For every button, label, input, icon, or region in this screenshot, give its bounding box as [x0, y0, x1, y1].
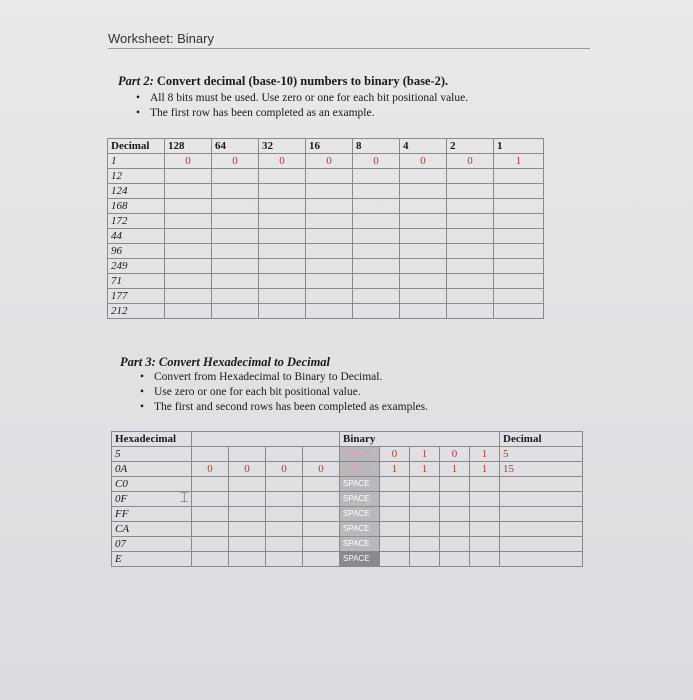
bit-cell[interactable]: 0 [306, 154, 353, 169]
bit-cell[interactable] [400, 169, 447, 184]
bit-cell[interactable] [165, 244, 212, 259]
bit-cell[interactable] [494, 259, 544, 274]
bit-cell[interactable] [192, 447, 229, 462]
bit-cell[interactable] [494, 214, 544, 229]
bit-cell[interactable]: 1 [380, 462, 410, 477]
bit-cell[interactable] [306, 199, 353, 214]
decimal-result[interactable] [500, 552, 583, 567]
bit-cell[interactable] [447, 169, 494, 184]
space-separator: SPACE [340, 462, 380, 477]
bit-cell[interactable] [266, 522, 303, 537]
bit-cell[interactable] [165, 274, 212, 289]
bit-cell[interactable] [259, 274, 306, 289]
bit-cell[interactable] [259, 244, 306, 259]
bit-header: 32 [259, 139, 306, 154]
bit-cell[interactable] [306, 304, 353, 319]
bit-cell[interactable] [212, 169, 259, 184]
space-separator: SPACE [340, 477, 380, 492]
bit-cell[interactable] [380, 492, 410, 507]
decimal-value: 212 [108, 304, 165, 319]
bit-cell[interactable]: 1 [470, 447, 500, 462]
table-row [108, 214, 544, 229]
decimal-result[interactable]: 15 [500, 462, 583, 477]
bit-cell[interactable] [229, 477, 266, 492]
bit-cell[interactable] [410, 477, 440, 492]
decimal-value: 249 [108, 259, 165, 274]
bit-cell[interactable] [259, 229, 306, 244]
decimal-result[interactable] [500, 522, 583, 537]
space-separator: SPACE [340, 447, 380, 462]
decimal-result[interactable]: 5 [500, 447, 583, 462]
bit-cell[interactable] [165, 289, 212, 304]
decimal-value: 44 [108, 229, 165, 244]
bit-cell[interactable] [229, 537, 266, 552]
table-row [108, 304, 544, 319]
bit-cell[interactable] [440, 507, 470, 522]
bit-cell[interactable] [353, 259, 400, 274]
bit-cell[interactable] [470, 492, 500, 507]
bit-cell[interactable] [447, 214, 494, 229]
bit-cell[interactable] [494, 304, 544, 319]
space-separator: SPACE [340, 507, 380, 522]
bit-cell[interactable] [440, 552, 470, 567]
bit-cell[interactable]: 0 [165, 154, 212, 169]
bit-cell[interactable] [229, 507, 266, 522]
decimal-value: 177 [108, 289, 165, 304]
bit-cell[interactable] [303, 552, 340, 567]
table-row [108, 259, 544, 274]
bit-cell[interactable] [447, 244, 494, 259]
bit-cell[interactable] [303, 492, 340, 507]
bit-cell[interactable] [400, 304, 447, 319]
bit-cell[interactable] [353, 304, 400, 319]
bit-cell[interactable] [192, 477, 229, 492]
bit-cell[interactable] [380, 507, 410, 522]
decimal-result[interactable] [500, 492, 583, 507]
bit-cell[interactable]: 0 [303, 462, 340, 477]
bit-cell[interactable] [380, 522, 410, 537]
part2-bullet: • All 8 bits must be used. Use zero or one for each bit positional value. [134, 91, 468, 106]
bit-cell[interactable] [212, 289, 259, 304]
bit-cell[interactable] [494, 169, 544, 184]
table-row [108, 274, 544, 289]
bit-cell[interactable]: 0 [229, 462, 266, 477]
bit-cell[interactable]: 0 [266, 462, 303, 477]
bit-cell[interactable] [400, 244, 447, 259]
part3-bullet: • The first and second rows has been completed as examples. [138, 400, 428, 415]
bit-cell[interactable] [192, 537, 229, 552]
table-row [112, 462, 583, 477]
bit-cell[interactable] [259, 214, 306, 229]
bit-header: 128 [165, 139, 212, 154]
bit-cell[interactable] [410, 507, 440, 522]
bit-cell[interactable] [470, 477, 500, 492]
bit-cell[interactable] [229, 447, 266, 462]
bit-cell[interactable] [494, 199, 544, 214]
table-row [112, 507, 583, 522]
table-row [108, 244, 544, 259]
bit-cell[interactable] [306, 244, 353, 259]
bit-cell[interactable] [447, 304, 494, 319]
bit-cell[interactable] [229, 552, 266, 567]
bit-cell[interactable] [400, 214, 447, 229]
bit-cell[interactable] [400, 274, 447, 289]
table-row [112, 537, 583, 552]
part2-heading-label: Part 2: [118, 74, 154, 88]
bit-header: 2 [447, 139, 494, 154]
bit-cell[interactable] [266, 507, 303, 522]
bit-cell[interactable] [440, 537, 470, 552]
space-separator: SPACE [340, 522, 380, 537]
bit-cell[interactable] [494, 289, 544, 304]
table-row [108, 154, 544, 169]
bit-cell[interactable] [229, 492, 266, 507]
table-row [108, 184, 544, 199]
bit-cell[interactable] [165, 184, 212, 199]
part3-bullet: • Use zero or one for each bit positional value. [138, 385, 428, 400]
part2-bullet: • The first row has been completed as an example. [134, 106, 468, 121]
bit-cell[interactable] [306, 214, 353, 229]
bit-cell[interactable] [165, 229, 212, 244]
hex-value: 07 [112, 537, 192, 552]
bit-header: 8 [353, 139, 400, 154]
bit-cell[interactable] [266, 447, 303, 462]
bit-cell[interactable] [400, 184, 447, 199]
bit-cell[interactable] [400, 199, 447, 214]
binary-conversion-table [107, 138, 544, 319]
bit-cell[interactable] [470, 522, 500, 537]
bit-cell[interactable] [494, 184, 544, 199]
binary-column-header: Binary [340, 432, 500, 447]
bit-cell[interactable] [192, 492, 229, 507]
bit-cell[interactable]: 0 [353, 154, 400, 169]
table-row [108, 199, 544, 214]
bit-cell[interactable] [259, 199, 306, 214]
bit-cell[interactable] [165, 259, 212, 274]
bit-cell[interactable] [410, 522, 440, 537]
bit-cell[interactable] [494, 274, 544, 289]
bit-cell[interactable] [212, 229, 259, 244]
decimal-value: 1 [108, 154, 165, 169]
bit-cell[interactable] [440, 522, 470, 537]
bit-cell[interactable] [447, 229, 494, 244]
bit-cell[interactable] [400, 289, 447, 304]
bit-cell[interactable] [259, 259, 306, 274]
bit-cell[interactable] [494, 229, 544, 244]
hex-value: FF [112, 507, 192, 522]
bit-cell[interactable] [306, 274, 353, 289]
bit-cell[interactable] [400, 259, 447, 274]
bit-cell[interactable] [165, 214, 212, 229]
part3-instructions [138, 370, 428, 415]
bit-cell[interactable] [303, 537, 340, 552]
table-row [108, 169, 544, 184]
bit-header: 64 [212, 139, 259, 154]
part3-heading: Part 3: Convert Hexadecimal to Decimal [120, 355, 331, 369]
bit-cell[interactable] [303, 507, 340, 522]
hex-value: 5 [112, 447, 192, 462]
decimal-result[interactable] [500, 507, 583, 522]
table-row [112, 477, 583, 492]
bit-cell[interactable]: 1 [410, 447, 440, 462]
bit-cell[interactable] [306, 289, 353, 304]
bit-cell[interactable]: 1 [410, 462, 440, 477]
bit-cell[interactable]: 0 [192, 462, 229, 477]
part2-instructions [134, 91, 468, 121]
bit-cell[interactable] [212, 184, 259, 199]
bit-cell[interactable] [229, 522, 266, 537]
bit-cell[interactable] [494, 244, 544, 259]
bit-cell[interactable]: 1 [440, 462, 470, 477]
bit-cell[interactable] [447, 184, 494, 199]
bit-cell[interactable] [266, 552, 303, 567]
worksheet-title: Worksheet: Binary [108, 31, 590, 49]
bit-cell[interactable] [440, 492, 470, 507]
bit-cell[interactable] [306, 184, 353, 199]
bit-cell[interactable] [380, 477, 410, 492]
bit-cell[interactable] [266, 477, 303, 492]
bit-cell[interactable] [306, 229, 353, 244]
bit-cell[interactable] [353, 244, 400, 259]
part2-heading-text: Convert decimal (base-10) numbers to binary (base-2). [153, 74, 449, 88]
bit-cell[interactable] [303, 477, 340, 492]
bit-cell[interactable] [410, 552, 440, 567]
space-separator: SPACE [340, 552, 380, 567]
bit-cell[interactable] [353, 184, 400, 199]
bit-cell[interactable] [353, 229, 400, 244]
bit-cell[interactable] [410, 492, 440, 507]
bit-cell[interactable] [353, 199, 400, 214]
bit-cell[interactable] [212, 274, 259, 289]
bit-cell[interactable] [212, 199, 259, 214]
decimal-value: 124 [108, 184, 165, 199]
bit-cell[interactable] [212, 304, 259, 319]
bit-cell[interactable] [192, 552, 229, 567]
bit-cell[interactable]: 0 [440, 447, 470, 462]
decimal-result[interactable] [500, 477, 583, 492]
bit-cell[interactable] [410, 537, 440, 552]
bit-cell[interactable] [380, 537, 410, 552]
bit-cell[interactable] [353, 214, 400, 229]
hex-value: E [112, 552, 192, 567]
bit-cell[interactable] [353, 169, 400, 184]
bit-cell[interactable] [470, 552, 500, 567]
part3-bullet: • Convert from Hexadecimal to Binary to Decimal. [138, 370, 428, 385]
bit-cell[interactable] [306, 169, 353, 184]
bit-cell[interactable] [259, 184, 306, 199]
bit-cell[interactable] [303, 447, 340, 462]
bit-cell[interactable]: 1 [470, 462, 500, 477]
part2-heading [118, 74, 448, 89]
hex-value: CA [112, 522, 192, 537]
text-cursor-icon: ⌶ [180, 491, 189, 506]
bit-cell[interactable] [192, 522, 229, 537]
bit-cell[interactable] [353, 289, 400, 304]
bit-cell[interactable]: 0 [447, 154, 494, 169]
table-row [112, 522, 583, 537]
table-row [108, 289, 544, 304]
bit-cell[interactable] [447, 274, 494, 289]
bit-cell[interactable] [440, 477, 470, 492]
decimal-value: 172 [108, 214, 165, 229]
bit-cell[interactable] [212, 214, 259, 229]
decimal-value: 71 [108, 274, 165, 289]
bit-header: 16 [306, 139, 353, 154]
decimal-column-header: Decimal [500, 432, 583, 447]
bit-cell[interactable] [165, 169, 212, 184]
bit-cell[interactable]: 0 [259, 154, 306, 169]
decimal-value: 96 [108, 244, 165, 259]
bit-cell[interactable] [266, 537, 303, 552]
bit-cell[interactable] [470, 537, 500, 552]
bit-header: 1 [494, 139, 544, 154]
bit-cell[interactable] [306, 259, 353, 274]
decimal-value: 168 [108, 199, 165, 214]
hex-column-header: Hexadecimal [112, 432, 192, 447]
bit-cell[interactable] [266, 492, 303, 507]
hex-value: 0A [112, 462, 192, 477]
decimal-value: 12 [108, 169, 165, 184]
space-separator: SPACE [340, 492, 380, 507]
bit-cell[interactable] [447, 259, 494, 274]
bit-cell[interactable] [380, 552, 410, 567]
bit-cell[interactable]: 0 [400, 154, 447, 169]
bit-cell[interactable] [400, 229, 447, 244]
bit-cell[interactable] [353, 274, 400, 289]
hex-value: 0F [112, 492, 192, 507]
bit-cell[interactable]: 0 [380, 447, 410, 462]
bit-cell[interactable] [303, 522, 340, 537]
bit-cell[interactable] [259, 304, 306, 319]
bit-cell[interactable] [165, 199, 212, 214]
bit-cell[interactable]: 0 [212, 154, 259, 169]
hex-value: C0 [112, 477, 192, 492]
decimal-header: Decimal [108, 139, 165, 154]
bit-header: 4 [400, 139, 447, 154]
bit-cell[interactable] [259, 169, 306, 184]
decimal-result[interactable] [500, 537, 583, 552]
bit-cell[interactable] [192, 507, 229, 522]
bit-cell[interactable]: 1 [494, 154, 544, 169]
table-row [112, 447, 583, 462]
bit-cell[interactable] [259, 289, 306, 304]
bit-cell[interactable] [447, 289, 494, 304]
table-row [112, 552, 583, 567]
bit-cell[interactable] [212, 259, 259, 274]
bit-cell[interactable] [447, 199, 494, 214]
space-separator: SPACE [340, 537, 380, 552]
bit-cell[interactable] [212, 244, 259, 259]
bit-cell[interactable] [165, 304, 212, 319]
table-row [108, 229, 544, 244]
bit-cell[interactable] [470, 507, 500, 522]
